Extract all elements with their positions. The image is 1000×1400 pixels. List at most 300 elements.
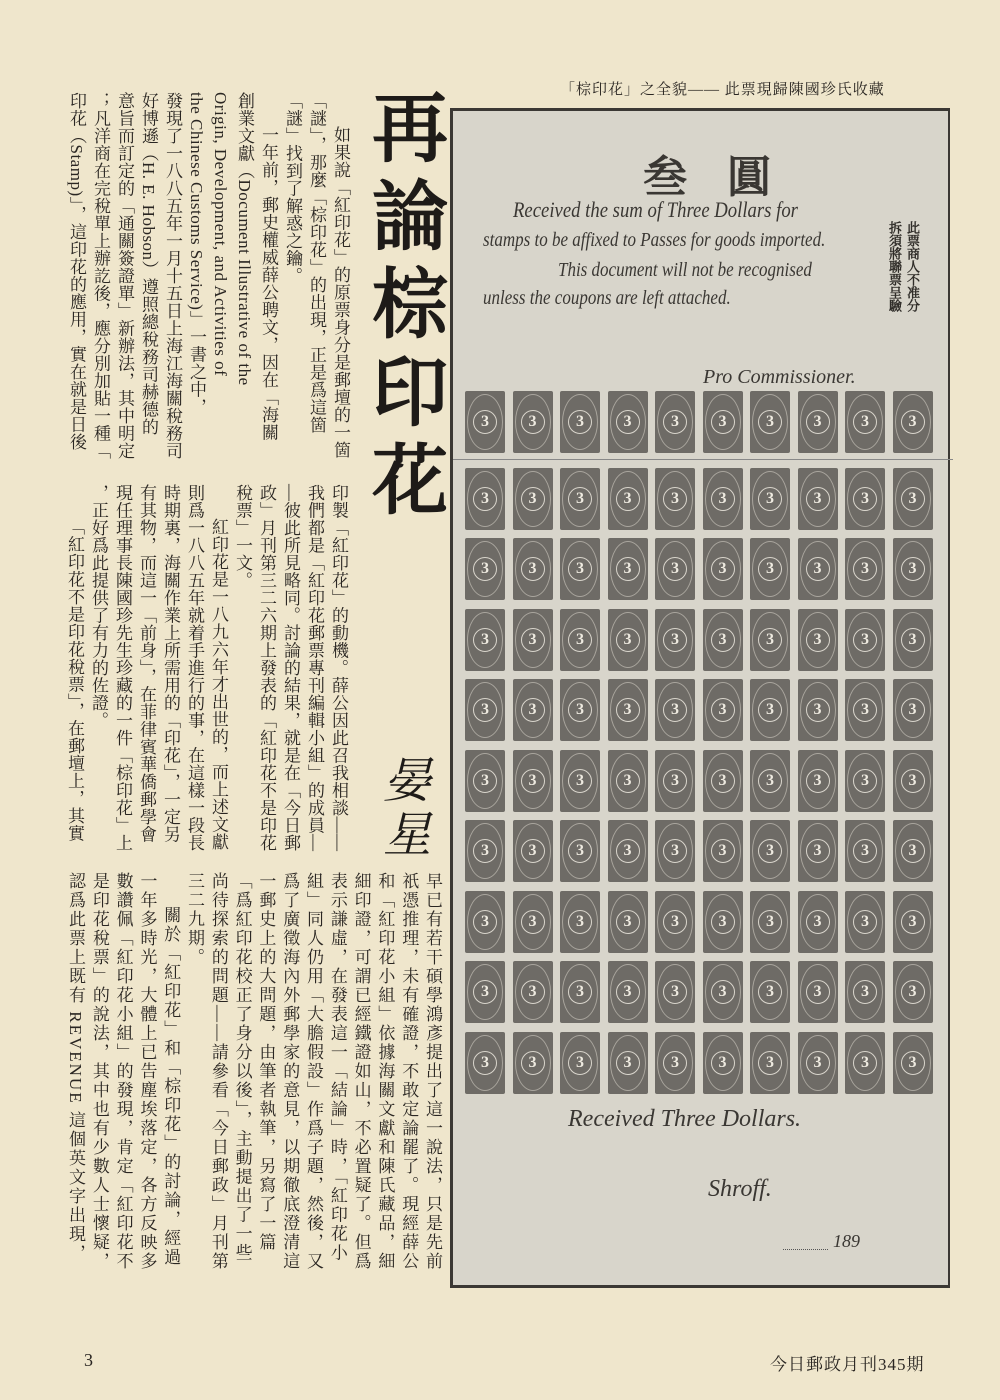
stamp-oval-frame xyxy=(515,394,551,450)
stamp xyxy=(798,679,838,741)
year-label: 189 xyxy=(833,1231,860,1251)
stamp-oval-frame xyxy=(705,612,741,668)
stamp-oval-frame xyxy=(562,964,598,1020)
receipt-line: This document will not be recognised xyxy=(558,259,812,281)
text-column: —彼此所見略同。討論的結果，就是在「今日郵 xyxy=(281,484,300,852)
text-column: 紅印花是一八九六年才出世的，而上述文獻 xyxy=(209,518,228,851)
stamp xyxy=(893,820,933,882)
text-column: 創業文獻（Document Illustrative of the xyxy=(235,92,254,386)
stamp-oval-frame xyxy=(705,894,741,950)
stamp-oval-frame xyxy=(562,1035,598,1091)
stamp-oval-frame xyxy=(705,753,741,809)
text-column: 「謎」找到了解惑之鑰。 xyxy=(283,92,302,285)
stamp-value: 3 xyxy=(901,839,925,863)
denomination-label: 叁圓 xyxy=(643,153,811,202)
stamp-oval-frame xyxy=(705,964,741,1020)
text-column: ，正好爲此提供了有力的佐證。 xyxy=(89,484,108,729)
stamp xyxy=(750,538,790,600)
stamp xyxy=(513,468,553,530)
stamp-oval-frame xyxy=(610,894,646,950)
stamp xyxy=(655,391,695,453)
stamp-value: 3 xyxy=(568,980,592,1004)
stamp xyxy=(798,1032,838,1094)
signature-shroff: Shroff. xyxy=(708,1176,772,1202)
stamp xyxy=(750,891,790,953)
text-column: 「謎」，那麼「棕印花」的出現，正是爲這箇 xyxy=(307,92,326,434)
stamp-oval-frame xyxy=(657,894,693,950)
stamp-value: 3 xyxy=(616,910,640,934)
stamp xyxy=(655,1032,695,1094)
stamp-oval-frame xyxy=(752,753,788,809)
stamp xyxy=(798,750,838,812)
text-column: 爲了廣徵海內外郵學家的意見，以期徹底澄清這 xyxy=(280,872,300,1271)
stamp-value: 3 xyxy=(711,557,735,581)
stamp xyxy=(845,468,885,530)
stamp-oval-frame xyxy=(610,823,646,879)
text-column: 有其物，而這一「前身」，在菲律賓華僑郵學會 xyxy=(137,484,156,843)
stamp-oval-frame xyxy=(800,682,836,738)
stamp-oval-frame xyxy=(705,394,741,450)
stamp-oval-frame xyxy=(562,682,598,738)
stamp xyxy=(560,679,600,741)
stamp-value: 3 xyxy=(853,1051,877,1075)
stamp xyxy=(513,750,553,812)
stamp-value: 3 xyxy=(616,980,640,1004)
text-column: 一年多時光，大體上已告塵埃落定，各方反映多 xyxy=(137,872,157,1271)
stamp-oval-frame xyxy=(610,682,646,738)
stamp-value: 3 xyxy=(473,410,497,434)
text-column: 意旨而訂定的「通關簽證單」新辦法，其中明定 xyxy=(115,92,134,460)
stamp xyxy=(750,1032,790,1094)
stamp xyxy=(465,1032,505,1094)
side-notice-line: 拆須將聯票呈驗 xyxy=(887,221,902,312)
stamp-value: 3 xyxy=(473,980,497,1004)
received-label: Received Three Dollars. xyxy=(568,1106,802,1132)
stamp-oval-frame xyxy=(895,682,931,738)
stamp xyxy=(560,1032,600,1094)
stamp xyxy=(560,891,600,953)
stamp xyxy=(703,391,743,453)
stamp-value: 3 xyxy=(901,910,925,934)
stamp xyxy=(703,468,743,530)
stamp-value: 3 xyxy=(616,410,640,434)
stamp xyxy=(608,891,648,953)
stamp-value: 3 xyxy=(806,557,830,581)
stamp-value: 3 xyxy=(568,839,592,863)
stamp-oval-frame xyxy=(657,753,693,809)
stamp xyxy=(513,961,553,1023)
stamp-value: 3 xyxy=(663,628,687,652)
stamp xyxy=(465,468,505,530)
stamp-oval-frame xyxy=(610,964,646,1020)
stamp-value: 3 xyxy=(806,839,830,863)
stamp-value: 3 xyxy=(758,980,782,1004)
stamp-value: 3 xyxy=(853,839,877,863)
stamp xyxy=(893,750,933,812)
stamp-value: 3 xyxy=(853,487,877,511)
stamp-value: 3 xyxy=(758,1051,782,1075)
stamp xyxy=(513,820,553,882)
text-column: 一年前，郵史權威薛公聘文，因在「海關 xyxy=(259,126,278,441)
stamp-oval-frame xyxy=(657,541,693,597)
stamp-oval-frame xyxy=(610,753,646,809)
stamp-oval-frame xyxy=(752,1035,788,1091)
stamp-value: 3 xyxy=(616,1051,640,1075)
stamp-oval-frame xyxy=(657,1035,693,1091)
stamp-oval-frame xyxy=(847,471,883,527)
text-column: 三二九期。 xyxy=(185,872,205,967)
stamp-value: 3 xyxy=(711,628,735,652)
text-column: 「紅印花不是印花稅票」，在郵壇上，其實 xyxy=(65,518,84,842)
stamp-oval-frame xyxy=(895,964,931,1020)
stamp-oval-frame xyxy=(800,823,836,879)
article-title: 再論棕印花 xyxy=(359,88,449,528)
stamp-value: 3 xyxy=(806,487,830,511)
stamp xyxy=(655,679,695,741)
stamp-oval-frame xyxy=(752,612,788,668)
stamp-value: 3 xyxy=(616,839,640,863)
stamp-value: 3 xyxy=(711,410,735,434)
stamp-value: 3 xyxy=(473,769,497,793)
text-column: 我們都是「紅印花郵票專刊編輯小組」的成員— xyxy=(305,484,324,852)
stamp-value: 3 xyxy=(663,487,687,511)
stamp-oval-frame xyxy=(610,1035,646,1091)
page-number: 3 xyxy=(84,1350,93,1370)
stamp-oval-frame xyxy=(847,894,883,950)
stamp xyxy=(560,609,600,671)
text-column: 關於「紅印花」和「棕印花」的討論，經過 xyxy=(161,906,181,1267)
stamp-oval-frame xyxy=(847,1035,883,1091)
stamp-oval-frame xyxy=(752,823,788,879)
stamp-value: 3 xyxy=(901,557,925,581)
stamp-value: 3 xyxy=(853,628,877,652)
stamp xyxy=(893,891,933,953)
stamp-value: 3 xyxy=(806,698,830,722)
stamp-oval-frame xyxy=(847,682,883,738)
stamp-value: 3 xyxy=(806,1051,830,1075)
stamp xyxy=(703,750,743,812)
stamp xyxy=(655,891,695,953)
stamp-value: 3 xyxy=(806,980,830,1004)
stamp-oval-frame xyxy=(752,471,788,527)
stamp-oval-frame xyxy=(895,541,931,597)
stamp xyxy=(608,679,648,741)
figure-caption: 「棕印花」之全貌—— 此票現歸陳國珍氏收藏 xyxy=(560,82,885,98)
side-notice xyxy=(885,221,921,312)
stamp-value: 3 xyxy=(663,698,687,722)
stamp-value: 3 xyxy=(616,769,640,793)
stamp xyxy=(845,891,885,953)
text-column: 時期裏，海關作業上所需用的「印花」，一定另 xyxy=(161,484,180,843)
text-column: 則爲一八八五年就着手進行的事，在這樣一段長 xyxy=(185,484,204,852)
stamp xyxy=(703,609,743,671)
stamp-value: 3 xyxy=(473,698,497,722)
stamp-oval-frame xyxy=(515,1035,551,1091)
stamp-value: 3 xyxy=(711,839,735,863)
side-notice-line: 此票商人不准分 xyxy=(905,221,920,312)
stamp-oval-frame xyxy=(657,612,693,668)
stamp xyxy=(750,961,790,1023)
stamp-oval-frame xyxy=(752,894,788,950)
stamp-value: 3 xyxy=(901,410,925,434)
stamp-value: 3 xyxy=(758,769,782,793)
stamp-value: 3 xyxy=(663,769,687,793)
stamp xyxy=(560,538,600,600)
stamp-oval-frame xyxy=(562,612,598,668)
stamp xyxy=(750,468,790,530)
stamp xyxy=(893,609,933,671)
stamp-oval-frame xyxy=(467,753,503,809)
stamp-value: 3 xyxy=(806,910,830,934)
stamp-value: 3 xyxy=(521,487,545,511)
stamp xyxy=(608,609,648,671)
stamp xyxy=(893,538,933,600)
text-column: 發現了一八八五年一月十五日上海江海關稅務司 xyxy=(163,92,182,460)
stamp-value: 3 xyxy=(711,698,735,722)
journal-name: 今日郵政月刊345期 xyxy=(770,1355,925,1374)
text-column: 尚待探索的問題——請參看「今日郵政」月刊第 xyxy=(208,872,228,1271)
stamp-oval-frame xyxy=(467,823,503,879)
stamp-value: 3 xyxy=(758,410,782,434)
stamp-oval-frame xyxy=(895,823,931,879)
stamp-oval-frame xyxy=(515,612,551,668)
stamp-oval-frame xyxy=(467,471,503,527)
stamp-value: 3 xyxy=(568,410,592,434)
text-column: 現任理事長陳國珍先生珍藏的一件「棕印花」上 xyxy=(113,484,132,852)
stamp xyxy=(703,1032,743,1094)
stamp-value: 3 xyxy=(901,1051,925,1075)
text-column: 和「紅印花小組」依據海關文獻和陳氏藏品，細 xyxy=(375,872,395,1271)
stamp xyxy=(465,750,505,812)
stamp-value: 3 xyxy=(521,628,545,652)
stamp xyxy=(465,891,505,953)
stamp-value: 3 xyxy=(711,769,735,793)
stamp-oval-frame xyxy=(800,612,836,668)
receipt-line: unless the coupons are left attached. xyxy=(483,287,731,309)
stamp-oval-frame xyxy=(562,753,598,809)
dotted-line xyxy=(783,1249,828,1250)
stamp-value: 3 xyxy=(758,839,782,863)
stamp-oval-frame xyxy=(515,964,551,1020)
stamp-value: 3 xyxy=(758,557,782,581)
stamp-value: 3 xyxy=(521,910,545,934)
stamp xyxy=(798,391,838,453)
stamp-value: 3 xyxy=(901,628,925,652)
stamp xyxy=(608,538,648,600)
stamp-oval-frame xyxy=(800,1035,836,1091)
stamp xyxy=(465,609,505,671)
stamp-sheet xyxy=(465,391,949,1091)
stamp-oval-frame xyxy=(800,394,836,450)
stamp-value: 3 xyxy=(473,487,497,511)
stamp xyxy=(608,1032,648,1094)
stamp-value: 3 xyxy=(568,628,592,652)
stamp-value: 3 xyxy=(663,980,687,1004)
stamp-oval-frame xyxy=(467,394,503,450)
stamp-value: 3 xyxy=(663,557,687,581)
stamp xyxy=(513,391,553,453)
stamp-oval-frame xyxy=(562,894,598,950)
text-column: 好博遜（H. E. Hobson）遵照總稅務司赫德的 xyxy=(139,92,158,436)
stamp-value: 3 xyxy=(711,980,735,1004)
stamp-value: 3 xyxy=(473,839,497,863)
article-author: 晏星 xyxy=(375,755,429,863)
stamp-value: 3 xyxy=(568,557,592,581)
stamp xyxy=(845,961,885,1023)
text-column: ；凡洋商在完稅單上辦訖後，應分別加貼一種「 xyxy=(91,92,110,460)
stamp xyxy=(845,391,885,453)
stamp-value: 3 xyxy=(758,487,782,511)
stamp xyxy=(655,538,695,600)
stamp-oval-frame xyxy=(847,964,883,1020)
stamp xyxy=(655,609,695,671)
stamp-oval-frame xyxy=(800,894,836,950)
stamp-value: 3 xyxy=(521,410,545,434)
stamp xyxy=(608,820,648,882)
stamp-oval-frame xyxy=(800,541,836,597)
stamp-value: 3 xyxy=(616,698,640,722)
stamp xyxy=(893,391,933,453)
stamp-oval-frame xyxy=(610,541,646,597)
text-column: 早已有若干碩學鴻彥提出了這一說法，只是先前 xyxy=(423,872,442,1271)
stamp-value: 3 xyxy=(568,910,592,934)
stamp xyxy=(465,679,505,741)
stamp-oval-frame xyxy=(752,394,788,450)
stamp-oval-frame xyxy=(895,894,931,950)
stamp-value: 3 xyxy=(616,557,640,581)
stamp-oval-frame xyxy=(847,394,883,450)
stamp-value: 3 xyxy=(616,487,640,511)
stamp xyxy=(465,538,505,600)
stamp xyxy=(845,1032,885,1094)
stamp xyxy=(750,750,790,812)
receipt-line: Received the sum of Three Dollars for xyxy=(513,197,798,222)
stamp-oval-frame xyxy=(895,753,931,809)
stamp-value: 3 xyxy=(568,487,592,511)
stamp-oval-frame xyxy=(657,471,693,527)
text-block-middle xyxy=(60,484,350,868)
stamp-oval-frame xyxy=(515,682,551,738)
stamp-oval-frame xyxy=(657,823,693,879)
stamp xyxy=(608,750,648,812)
stamp-value: 3 xyxy=(901,487,925,511)
stamp-oval-frame xyxy=(467,894,503,950)
stamp xyxy=(655,820,695,882)
stamp-value: 3 xyxy=(473,910,497,934)
stamp-document-figure xyxy=(450,108,950,1288)
stamp-value: 3 xyxy=(568,769,592,793)
stamp-oval-frame xyxy=(895,1035,931,1091)
stamp xyxy=(513,538,553,600)
text-block-top xyxy=(60,92,352,477)
stamp-value: 3 xyxy=(853,698,877,722)
stamp-value: 3 xyxy=(521,839,545,863)
text-column: 政」月刊第三二六期上發表的「紅印花不是印花 xyxy=(257,484,276,852)
text-column: 印製「紅印花」的動機。薛公因此召我相談—— xyxy=(329,484,348,852)
stamp xyxy=(655,961,695,1023)
stamp xyxy=(798,609,838,671)
stamp-value: 3 xyxy=(901,698,925,722)
stamp-value: 3 xyxy=(473,557,497,581)
perforation-divider xyxy=(453,459,953,460)
text-column: Origin, Development, and Activities of xyxy=(211,92,230,377)
stamp xyxy=(608,468,648,530)
stamp xyxy=(845,609,885,671)
stamp-oval-frame xyxy=(895,394,931,450)
stamp-oval-frame xyxy=(800,964,836,1020)
stamp xyxy=(560,961,600,1023)
stamp-value: 3 xyxy=(521,769,545,793)
stamp-value: 3 xyxy=(758,910,782,934)
stamp-oval-frame xyxy=(657,682,693,738)
stamp xyxy=(703,891,743,953)
stamp xyxy=(798,538,838,600)
stamp-oval-frame xyxy=(752,964,788,1020)
stamp-oval-frame xyxy=(847,823,883,879)
stamp-oval-frame xyxy=(705,471,741,527)
stamp-value: 3 xyxy=(473,1051,497,1075)
stamp-oval-frame xyxy=(515,894,551,950)
text-column: 組」同人仍用「大膽假設」作爲子題，然後，又 xyxy=(304,872,324,1271)
stamp-oval-frame xyxy=(705,682,741,738)
stamp xyxy=(465,391,505,453)
stamp-value: 3 xyxy=(521,980,545,1004)
stamp-oval-frame xyxy=(847,753,883,809)
stamp-oval-frame xyxy=(515,471,551,527)
stamp-value: 3 xyxy=(473,628,497,652)
stamp xyxy=(703,679,743,741)
stamp-oval-frame xyxy=(562,471,598,527)
stamp xyxy=(845,538,885,600)
stamp-value: 3 xyxy=(806,410,830,434)
stamp-value: 3 xyxy=(711,1051,735,1075)
stamp-value: 3 xyxy=(806,628,830,652)
stamp-value: 3 xyxy=(901,769,925,793)
stamp xyxy=(513,679,553,741)
stamp-value: 3 xyxy=(521,1051,545,1075)
stamp xyxy=(703,820,743,882)
stamp-oval-frame xyxy=(705,823,741,879)
stamp xyxy=(750,391,790,453)
stamp xyxy=(560,468,600,530)
stamp-oval-frame xyxy=(895,471,931,527)
stamp-value: 3 xyxy=(663,410,687,434)
stamp-value: 3 xyxy=(663,1051,687,1075)
text-column: 「爲紅印花校正了身分以後」，主動提出了一些 xyxy=(232,872,252,1263)
stamp-value: 3 xyxy=(568,698,592,722)
stamp-value: 3 xyxy=(853,769,877,793)
stamp-oval-frame xyxy=(752,682,788,738)
stamp xyxy=(845,750,885,812)
stamp-oval-frame xyxy=(562,541,598,597)
stamp xyxy=(893,679,933,741)
stamp xyxy=(703,961,743,1023)
stamp-oval-frame xyxy=(467,541,503,597)
stamp xyxy=(560,391,600,453)
stamp-oval-frame xyxy=(847,612,883,668)
stamp-value: 3 xyxy=(663,910,687,934)
stamp-value: 3 xyxy=(853,910,877,934)
stamp-value: 3 xyxy=(711,910,735,934)
text-column: 數讚佩「紅印花小組」的發現，肯定「紅印花不 xyxy=(113,872,133,1271)
stamp-oval-frame xyxy=(657,394,693,450)
stamp xyxy=(655,468,695,530)
text-column: 稅票」一文。 xyxy=(233,484,252,589)
stamp xyxy=(893,1032,933,1094)
stamp-value: 3 xyxy=(806,769,830,793)
text-column: 表示謙虛，在發表這一「結論」時，「紅印花小 xyxy=(327,872,347,1263)
stamp-value: 3 xyxy=(758,628,782,652)
